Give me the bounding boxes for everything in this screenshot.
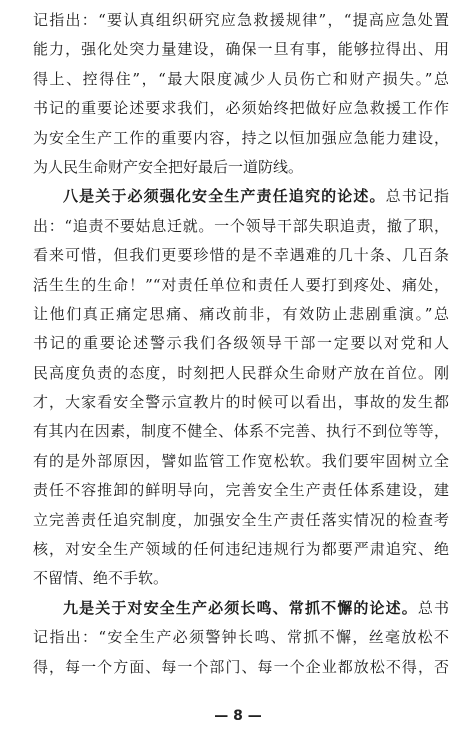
text-line: 让他们真正痛定思痛、痛改前非，有效防止悲剧重演。”总 xyxy=(33,304,449,323)
text-line: 不留情、绝不手软。 xyxy=(33,569,169,588)
text-line: 能力，强化处突力量建设，确保一旦有事，能够拉得出、用 xyxy=(33,40,449,59)
document-body xyxy=(33,6,449,682)
text-line: 立完善责任追究制度，加强安全生产责任落实情况的检查考 xyxy=(33,510,449,529)
text-line: 民高度负责的态度，时刻把人民群众生命财产放在首位。刚 xyxy=(33,363,449,382)
heading-tail: 总书记指 xyxy=(385,187,449,206)
text-line xyxy=(33,594,449,623)
paragraph-emergency-rescue xyxy=(33,6,449,182)
text-line: 看来可惜，但我们更要珍惜的是不幸遇难的几十条、几百条 xyxy=(33,246,449,265)
text-line: 出：“追责不要姑息迁就。一个领导干部失职追责，撤了职， xyxy=(33,216,449,235)
text-line: 为安全生产工作的重要内容，持之以恒加强应急能力建设， xyxy=(33,128,449,147)
section-heading-eight: 八是关于必须强化安全生产责任追究的论述。 xyxy=(63,187,386,206)
text-line: 责任不容推卸的鲜明导向，完善安全生产责任体系建设，建 xyxy=(33,481,449,500)
paragraph-constant-vigilance xyxy=(33,594,449,682)
text-line: 核，对安全生产领域的任何违纪违规行为都要严肃追究、绝 xyxy=(33,540,449,559)
text-line: 得，每一个方面、每一个部门、每一个企业都放松不得，否 xyxy=(33,657,449,676)
text-line: 有的是外部原因，譬如监管工作宽松软。我们要牢固树立全 xyxy=(33,451,449,470)
text-line: 记指出：“要认真组织研究应急救援规律”，“提高应急处置 xyxy=(33,11,449,29)
text-line: 才，大家看安全警示宣教片的时候可以看出，事故的发生都 xyxy=(33,393,449,412)
text-line: 书记的重要论述要求我们，必须始终把做好应急救援工作作 xyxy=(33,99,449,118)
text-line: 得上、控得住”，“最大限度减少人员伤亡和财产损失。”总 xyxy=(33,69,449,88)
text-line xyxy=(33,182,449,211)
text-line: 记指出：“安全生产必须警钟长鸣、常抓不懈，丝毫放松不 xyxy=(33,628,449,647)
section-heading-nine: 九是关于对安全生产必须长鸣、常抓不懈的论述。 xyxy=(63,598,418,617)
paragraph-accountability xyxy=(33,182,449,593)
text-line: 为人民生命财产安全把好最后一道防线。 xyxy=(33,157,304,176)
text-line: 有其内在因素，制度不健全、体系不完善、执行不到位等等， xyxy=(33,422,449,441)
page-number: — 8 — xyxy=(214,708,262,724)
text-line: 活生生的生命！”“对责任单位和责任人要打到疼处、痛处， xyxy=(33,275,449,294)
heading-tail: 总书 xyxy=(417,598,449,617)
text-line: 书记的重要论述警示我们各级领导干部一定要以对党和人 xyxy=(33,334,449,353)
